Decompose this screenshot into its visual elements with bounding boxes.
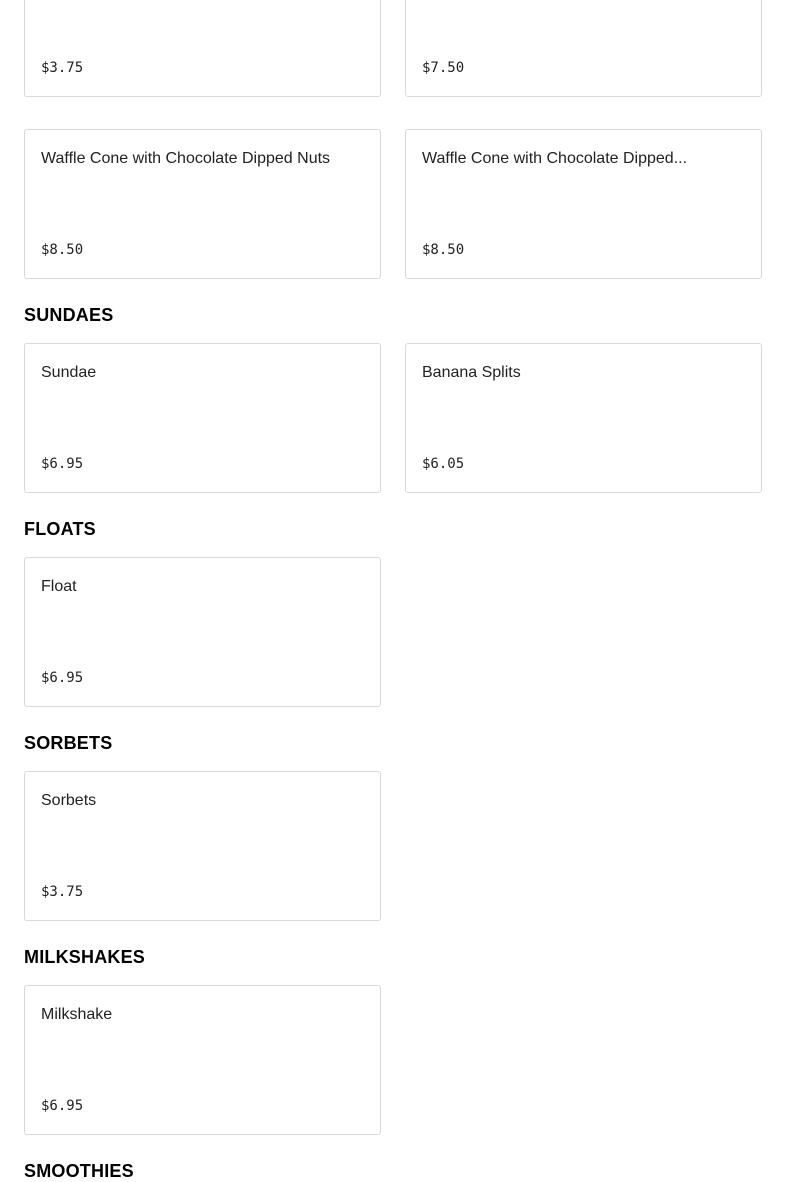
- menu-item-card[interactable]: [405, 0, 762, 97]
- menu-item-name: Waffle Cone with Chocolate Dipped Nuts: [41, 150, 331, 167]
- menu-item-price: $8.50: [41, 242, 84, 258]
- menu-item-card[interactable]: [24, 557, 381, 707]
- section-title-sundaes: SUNDAES: [24, 305, 114, 325]
- menu-item-card[interactable]: [24, 129, 381, 279]
- menu-item-card[interactable]: [24, 985, 381, 1135]
- menu-item-card[interactable]: [405, 343, 762, 493]
- menu-item-price: $7.50: [422, 60, 465, 76]
- menu-item-name: Sundae: [41, 364, 97, 381]
- menu-item-card[interactable]: [24, 771, 381, 921]
- section-title-milkshakes: MILKSHAKES: [24, 947, 146, 967]
- menu-item-card[interactable]: [24, 343, 381, 493]
- menu-item-name: Float: [41, 578, 77, 595]
- menu-item-price: $6.95: [41, 1098, 84, 1114]
- menu-item-card[interactable]: [405, 129, 762, 279]
- menu-item-price: $6.95: [41, 670, 84, 686]
- menu-item-price: $6.95: [41, 456, 84, 472]
- section-title-floats: FLOATS: [24, 519, 96, 539]
- menu-item-name: Sorbets: [41, 792, 97, 809]
- menu-item-name: Waffle Cone with Chocolate Dipped...: [422, 150, 688, 167]
- menu-item-price: $6.05: [422, 456, 465, 472]
- section-title-sorbets: SORBETS: [24, 733, 113, 753]
- menu-item-name: Milkshake: [41, 1006, 113, 1023]
- section-title-smoothies: SMOOTHIES: [24, 1161, 134, 1181]
- menu-item-price: $3.75: [41, 60, 84, 76]
- menu-item-name: Banana Splits: [422, 364, 521, 381]
- menu-item-price: $3.75: [41, 884, 84, 900]
- menu-item-price: $8.50: [422, 242, 465, 258]
- menu-item-card[interactable]: [24, 0, 381, 97]
